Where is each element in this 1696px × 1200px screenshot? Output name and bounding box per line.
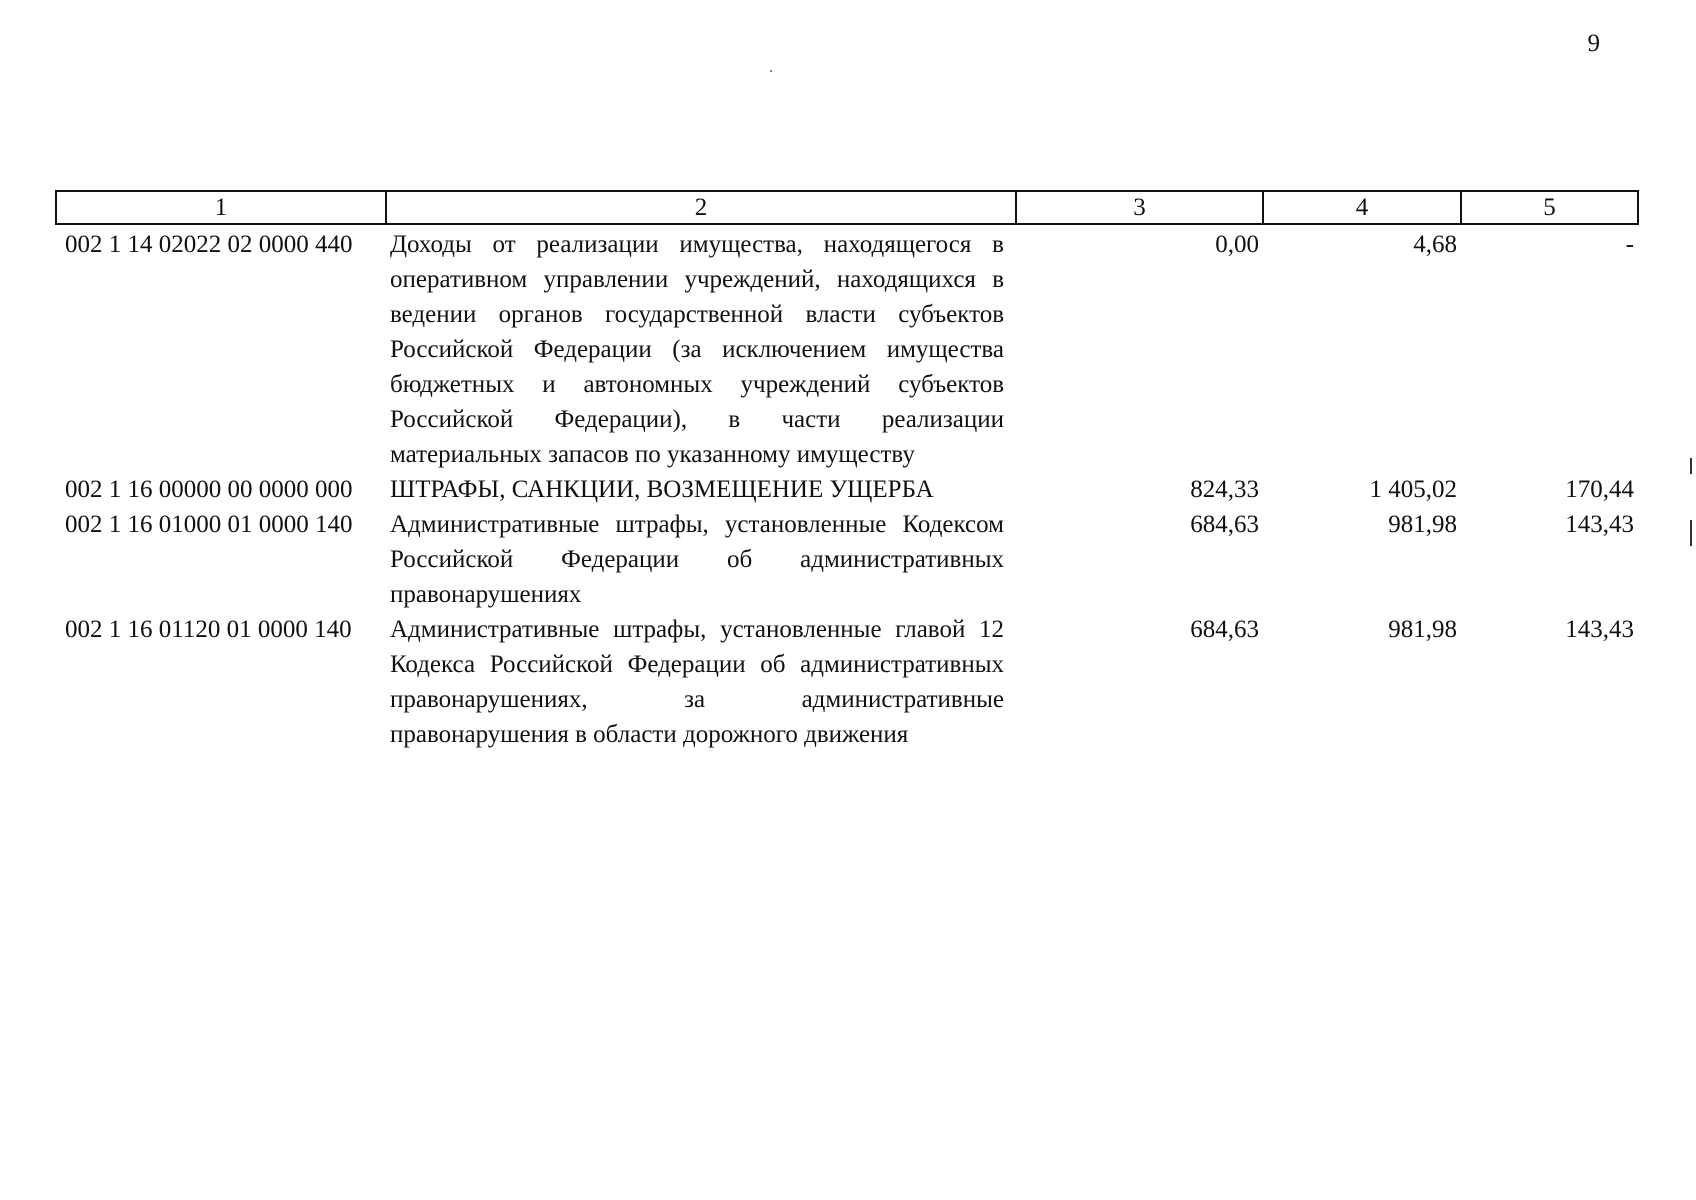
row-code: 002 1 14 02022 02 0000 440	[65, 231, 353, 258]
row-code: 002 1 16 01000 01 0000 140	[65, 511, 353, 538]
revenue-table	[55, 190, 1639, 752]
row-col5: 143,43	[1565, 616, 1634, 643]
row-col4: 981,98	[1388, 511, 1457, 538]
row-col3: 0,00	[1215, 231, 1259, 258]
row-name: ШТРАФЫ, САНКЦИИ, ВОЗМЕЩЕНИЕ УЩЕРБА	[390, 476, 934, 503]
table-row	[56, 472, 1638, 507]
edge-mark	[1690, 458, 1692, 474]
table-header	[56, 191, 1638, 224]
header-row	[56, 191, 1638, 224]
edge-mark	[1690, 520, 1692, 546]
row-col4: 1 405,02	[1369, 476, 1457, 503]
table-row	[56, 612, 1638, 752]
row-col5: -	[1625, 231, 1634, 258]
row-code: 002 1 16 00000 00 0000 000	[65, 476, 353, 503]
header-col-1: 1	[56, 191, 386, 224]
row-col5: 170,44	[1565, 476, 1634, 503]
table-body	[56, 224, 1638, 752]
row-code: 002 1 16 01120 01 0000 140	[65, 616, 352, 643]
table-row	[56, 224, 1638, 472]
page-number: 9	[1587, 30, 1600, 57]
header-col-3: 3	[1016, 191, 1263, 224]
row-name: Административные штрафы, установленные Кодексом Российской Федерации об административных правонарушениях	[390, 511, 1004, 608]
row-col3: 684,63	[1190, 511, 1259, 538]
header-col-2: 2	[386, 191, 1016, 224]
row-col4: 4,68	[1413, 231, 1457, 258]
row-col3: 684,63	[1190, 616, 1259, 643]
row-name: Доходы от реализации имущества, находящегося в оперативном управлении учреждений, находящихся в ведении органов государственной власти субъектов Российской Федерации (за исключением имущества бюджетных и автономных учреждений субъектов Российской Федерации), в части реализации материальных запасов по указанному имуществу	[390, 231, 1004, 468]
row-col5: 143,43	[1565, 511, 1634, 538]
scan-speck	[770, 70, 772, 72]
table-row	[56, 507, 1638, 612]
row-col4: 981,98	[1388, 616, 1457, 643]
header-col-4: 4	[1263, 191, 1461, 224]
row-col3: 824,33	[1190, 476, 1259, 503]
row-name: Административные штрафы, установленные главой 12 Кодекса Российской Федерации об административных правонарушениях, за административные правонарушения в области дорожного движения	[390, 616, 1004, 748]
header-col-5: 5	[1461, 191, 1638, 224]
